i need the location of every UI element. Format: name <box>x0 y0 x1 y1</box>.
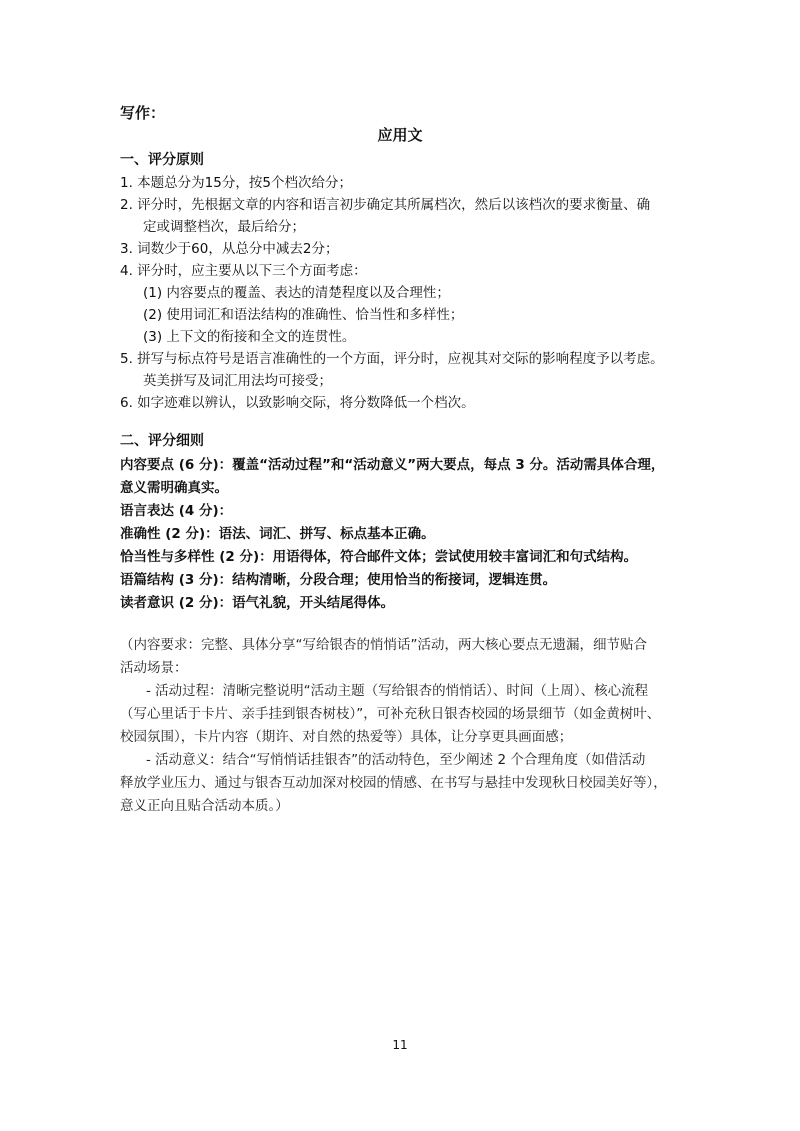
content-requirement-line: - 活动过程：清晰完整说明“活动主题（写给银杏的悄悄话）、时间（上周）、核心流程 <box>146 683 649 699</box>
principle-item: 3. 词数少于60，从总分中减去2分； <box>120 241 339 257</box>
principle-item-continuation: 定或调整档次，最后给分； <box>143 219 305 235</box>
principle-item: 1. 本题总分为15分，按5个档次给分； <box>120 175 352 191</box>
principle-item: 6. 如字迹难以辨认，以致影响交际，将分数降低一个档次。 <box>120 395 475 411</box>
detail-line: 读者意识 (2 分)：语气礼貌，开头结尾得体。 <box>120 595 395 611</box>
detail-line: 内容要点 (6 分)：覆盖“活动过程”和“活动意义”两大要点，每点 3 分。活动需具体合理， <box>120 457 665 473</box>
principle-subitem: (3) 上下文的衔接和全文的连贯性。 <box>143 329 356 345</box>
section-subtitle: 应用文 <box>377 126 423 144</box>
content-requirement-line: 校园氛围），卡片内容（期许、对自然的热爱等）具体，让分享更具画面感； <box>120 729 573 745</box>
detail-line: 恰当性与多样性 (2 分)：用语得体，符合邮件文体；尝试使用较丰富词汇和句式结构。 <box>120 549 638 565</box>
detail-line: 语言表达 (4 分)： <box>120 503 233 519</box>
principle-subitem: (1) 内容要点的覆盖、表达的清楚程度以及合理性； <box>143 285 450 301</box>
scoring-details-title: 二、评分细则 <box>120 433 204 449</box>
content-requirement-line: 意义正向且贴合活动本质。） <box>120 798 289 814</box>
principle-item-continuation: 英美拼写及词汇用法均可接受； <box>143 373 332 389</box>
principle-subitem: (2) 使用词汇和语法结构的准确性、恰当性和多样性； <box>143 307 464 323</box>
content-requirement-line: （写心里话于卡片、亲手挂到银杏树枝）”，可补充秋日银杏校园的场景细节（如金黄树叶、 <box>120 706 661 722</box>
principle-item: 4. 评分时，应主要从以下三个方面考虑： <box>120 263 367 279</box>
writing-heading: 写作： <box>120 104 166 122</box>
page-number: 11 <box>392 1038 408 1052</box>
scoring-principles-title: 一、评分原则 <box>120 152 204 168</box>
principle-item: 2. 评分时，先根据文章的内容和语言初步确定其所属档次，然后以该档次的要求衡量、确 <box>120 197 651 213</box>
content-requirement-line: （内容要求：完整、具体分享“写给银杏的悄悄话”活动，两大核心要点无遗漏，细节贴合 <box>120 637 647 653</box>
content-requirement-line: - 活动意义：结合“写悄悄话挂银杏”的活动特色，至少阐述 2 个合理角度（如借活动 <box>146 752 646 768</box>
content-requirement-line: 活动场景： <box>120 660 188 676</box>
detail-line: 准确性 (2 分)：语法、词汇、拼写、标点基本正确。 <box>120 526 435 542</box>
content-requirement-line: 释放学业压力、通过与银杏互动加深对校园的情感、在书写与悬挂中发现秋日校园美好等）， <box>120 775 667 791</box>
detail-line: 意义需明确真实。 <box>120 480 228 496</box>
detail-line: 语篇结构 (3 分)：结构清晰，分段合理；使用恰当的衔接词，逻辑连贯。 <box>120 572 557 588</box>
principle-item: 5. 拼写与标点符号是语言准确性的一个方面，评分时，应视其对交际的影响程度予以考虑。 <box>120 351 664 367</box>
